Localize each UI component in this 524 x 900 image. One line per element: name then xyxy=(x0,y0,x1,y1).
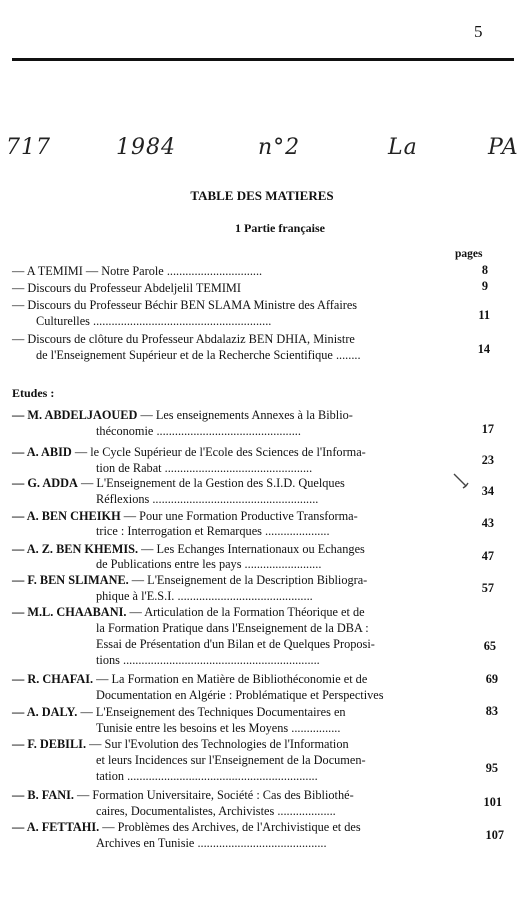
entry-author: — F. DEBILI. xyxy=(12,737,87,751)
entry-author: — A. Z. BEN KHEMIS. xyxy=(12,542,139,556)
handwritten-note-2: 1984 xyxy=(116,135,176,160)
entry-text: Essai de Présentation d'un Bilan et de Quelques Proposi- xyxy=(96,637,375,651)
entry-page: 34 xyxy=(481,484,494,498)
entry-text: — Sur l'Evolution des Technologies de l'Information xyxy=(86,737,349,751)
entry-text: — Discours du Professeur Béchir BEN SLAMA Ministre des Affaires xyxy=(12,298,358,312)
entry-text: Tunisie entre les besoins et les Moyens ................ xyxy=(96,721,341,735)
entry-page: 107 xyxy=(485,828,504,842)
page-title: TABLE DES MATIERES xyxy=(190,188,334,203)
entry-text: — Les Echanges Internationaux ou Echanges xyxy=(138,542,365,556)
handwritten-note-3: n°2 xyxy=(258,135,301,160)
entry-page: 14 xyxy=(477,342,490,356)
entry-text: tions ................................................................ xyxy=(96,653,320,667)
entry-text: — A TEMIMI — Notre Parole ............................... xyxy=(12,264,263,278)
entry-author: — B. FANI. xyxy=(12,788,74,802)
entry-page: 65 xyxy=(483,639,496,653)
entry-text: — L'Enseignement de la Description Bibliogra- xyxy=(128,573,368,587)
entry-page: 95 xyxy=(485,761,498,775)
entry-page: 69 xyxy=(485,672,498,686)
entry-text: tation .............................................................. xyxy=(96,769,318,783)
page-number: 5 xyxy=(474,22,483,41)
entry-author: — A. ABID xyxy=(12,445,72,459)
entry-text: Culturelles .......................................................... xyxy=(36,314,272,328)
entry-text: Documentation en Algérie : Problématique et Perspectives xyxy=(96,688,384,702)
entry-text: — L'Enseignement de la Gestion des S.I.D. Quelques xyxy=(77,476,345,490)
entry-page: 23 xyxy=(481,453,494,467)
entry-page: 17 xyxy=(481,422,494,436)
handwritten-note-1: 717 xyxy=(6,135,51,160)
entry-author: — A. DALY. xyxy=(12,705,78,719)
entry-text: — Formation Universitaire, Société : Cas des Bibliothé- xyxy=(73,788,354,802)
entry-page: 47 xyxy=(481,549,494,563)
entry-text: trice : Interrogation et Remarques ..................... xyxy=(96,524,330,538)
handwritten-note-4: La xyxy=(388,135,418,160)
entry-text: Réflexions ...................................................... xyxy=(96,492,319,506)
entry-author: — M.L. CHAABANI. xyxy=(12,605,127,619)
section-heading-etudes: Etudes : xyxy=(12,386,55,400)
entry-author: — R. CHAFAI. xyxy=(12,672,94,686)
handwritten-note-5: PA xyxy=(488,135,519,160)
pages-column-header: pages xyxy=(455,248,483,260)
entry-author: — M. ABDELJAOUED xyxy=(12,408,138,422)
entry-text: caires, Documentalistes, Archivistes ................... xyxy=(96,804,336,818)
entry-text: — La Formation en Matière de Bibliothéconomie et de xyxy=(93,672,368,686)
header-rule xyxy=(12,58,514,61)
entry-text: et leurs Incidences sur l'Enseignement de la Documen- xyxy=(96,753,366,767)
entry-text: — L'Enseignement des Techniques Documentaires en xyxy=(77,705,346,719)
entry-author: — G. ADDA xyxy=(12,476,78,490)
entry-text: phique à l'E.S.I. ............................................ xyxy=(96,589,313,603)
entry-text: — Discours de clôture du Professeur Abdalaziz BEN DHIA, Ministre xyxy=(12,332,355,346)
entry-text: — Pour une Formation Productive Transforma- xyxy=(120,509,358,523)
entry-page: 101 xyxy=(483,795,502,809)
entry-author: — F. BEN SLIMANE. xyxy=(12,573,129,587)
entry-page: 43 xyxy=(481,516,494,530)
entry-page: 11 xyxy=(478,308,490,322)
entry-page: 9 xyxy=(481,279,488,293)
entry-page: 57 xyxy=(481,581,494,595)
entry-text: — Discours du Professeur Abdeljelil TEMIMI xyxy=(12,281,241,295)
entry-text: Archives en Tunisie .......................................... xyxy=(96,836,327,850)
entry-text: — Les enseignements Annexes à la Biblio- xyxy=(137,408,353,422)
entry-text: — Problèmes des Archives, de l'Archivistique et des xyxy=(99,820,361,834)
entry-text: de l'Enseignement Supérieur et de la Recherche Scientifique ........ xyxy=(36,348,361,362)
entry-page: 83 xyxy=(485,704,498,718)
entry-text: la Formation Pratique dans l'Enseignement de la DBA : xyxy=(96,621,369,635)
entry-text: de Publications entre les pays ......................... xyxy=(96,557,322,571)
entry-text: — le Cycle Supérieur de l'Ecole des Sciences de l'Informa- xyxy=(71,445,366,459)
entry-author: — A. FETTAHI. xyxy=(12,820,100,834)
entry-author: — A. BEN CHEIKH xyxy=(12,509,121,523)
entry-page: 8 xyxy=(481,263,488,277)
entry-text: tion de Rabat ................................................ xyxy=(96,461,313,475)
entry-text: théconomie ............................................... xyxy=(96,424,301,438)
entry-text: — Articulation de la Formation Théorique et de xyxy=(126,605,365,619)
part-heading: 1 Partie française xyxy=(235,221,325,235)
